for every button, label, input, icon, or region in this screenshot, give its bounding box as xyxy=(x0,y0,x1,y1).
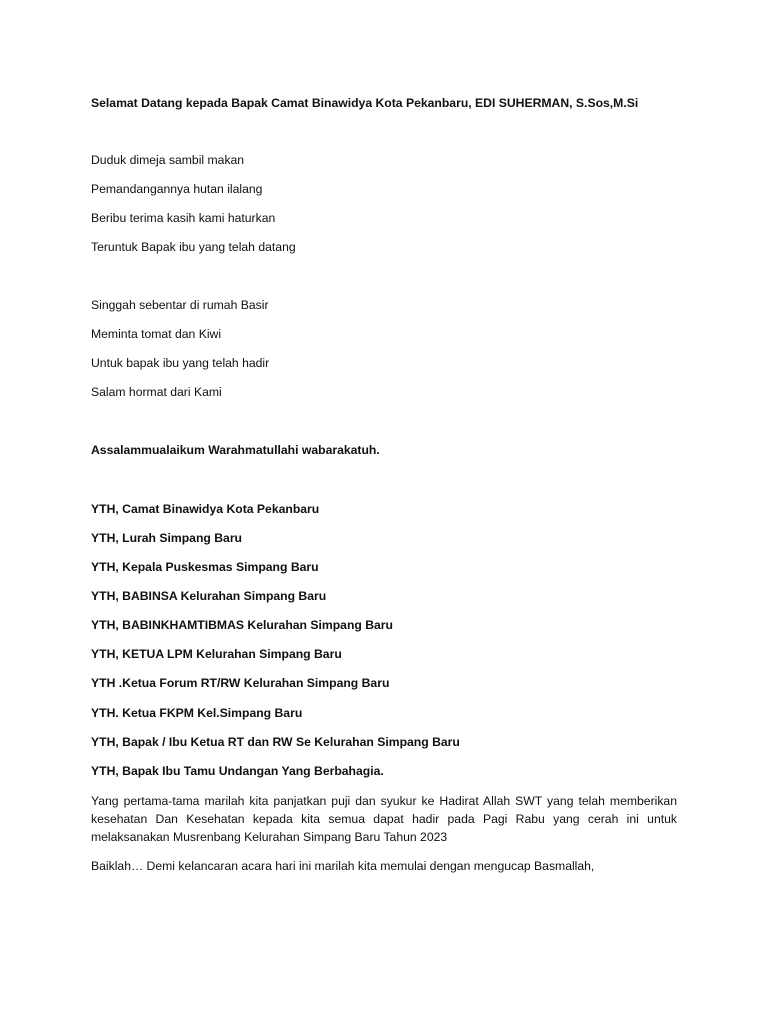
pantun2-line-4: Salam hormat dari Kami xyxy=(91,385,222,399)
pantun1-line-1: Duduk dimeja sambil makan xyxy=(91,153,245,167)
yth-line-1: YTH, Camat Binawidya Kota Pekanbaru xyxy=(91,502,320,516)
yth-line-7: YTH .Ketua Forum RT/RW Kelurahan Simpang Baru xyxy=(91,676,390,690)
yth-line-3: YTH, Kepala Puskesmas Simpang Baru xyxy=(91,560,319,574)
pantun2-line-2: Meminta tomat dan Kiwi xyxy=(91,327,222,341)
pantun2-line-3: Untuk bapak ibu yang telah hadir xyxy=(91,356,270,370)
yth-line-10: YTH, Bapak Ibu Tamu Undangan Yang Berbahagia. xyxy=(91,764,384,778)
yth-line-4: YTH, BABINSA Kelurahan Simpang Baru xyxy=(91,589,327,603)
pantun2-line-1: Singgah sebentar di rumah Basir xyxy=(91,298,269,312)
yth-line-2: YTH, Lurah Simpang Baru xyxy=(91,531,243,545)
salam-line: Assalammualaikum Warahmatullahi wabarakatuh. xyxy=(91,443,380,457)
yth-line-5: YTH, BABINKHAMTIBMAS Kelurahan Simpang Baru xyxy=(91,618,393,632)
yth-line-8: YTH. Ketua FKPM Kel.Simpang Baru xyxy=(91,706,303,720)
pantun1-line-2: Pemandangannya hutan ilalang xyxy=(91,182,263,196)
yth-line-6: YTH, KETUA LPM Kelurahan Simpang Baru xyxy=(91,647,342,661)
greeting-heading: Selamat Datang kepada Bapak Camat Binawidya Kota Pekanbaru, EDI SUHERMAN, S.Sos,M.Si xyxy=(91,96,639,110)
pantun1-line-4: Teruntuk Bapak ibu yang telah datang xyxy=(91,240,296,254)
yth-line-9: YTH, Bapak / Ibu Ketua RT dan RW Se Kelurahan Simpang Baru xyxy=(91,735,460,749)
basmallah-paragraph: Baiklah… Demi kelancaran acara hari ini marilah kita memulai dengan mengucap Basmallah, xyxy=(91,859,595,873)
pantun1-line-3: Beribu terima kasih kami haturkan xyxy=(91,211,276,225)
opening-paragraph: Yang pertama-tama marilah kita panjatkan puji dan syukur ke Hadirat Allah SWT yang telah memberikan kesehatan Dan Kesehatan kepada kita semua dapat hadir pada Pagi Rabu yang cerah ini untuk melaksanakan Musrenbang Kelurahan Simpang Baru Tahun 2023 xyxy=(91,794,677,844)
